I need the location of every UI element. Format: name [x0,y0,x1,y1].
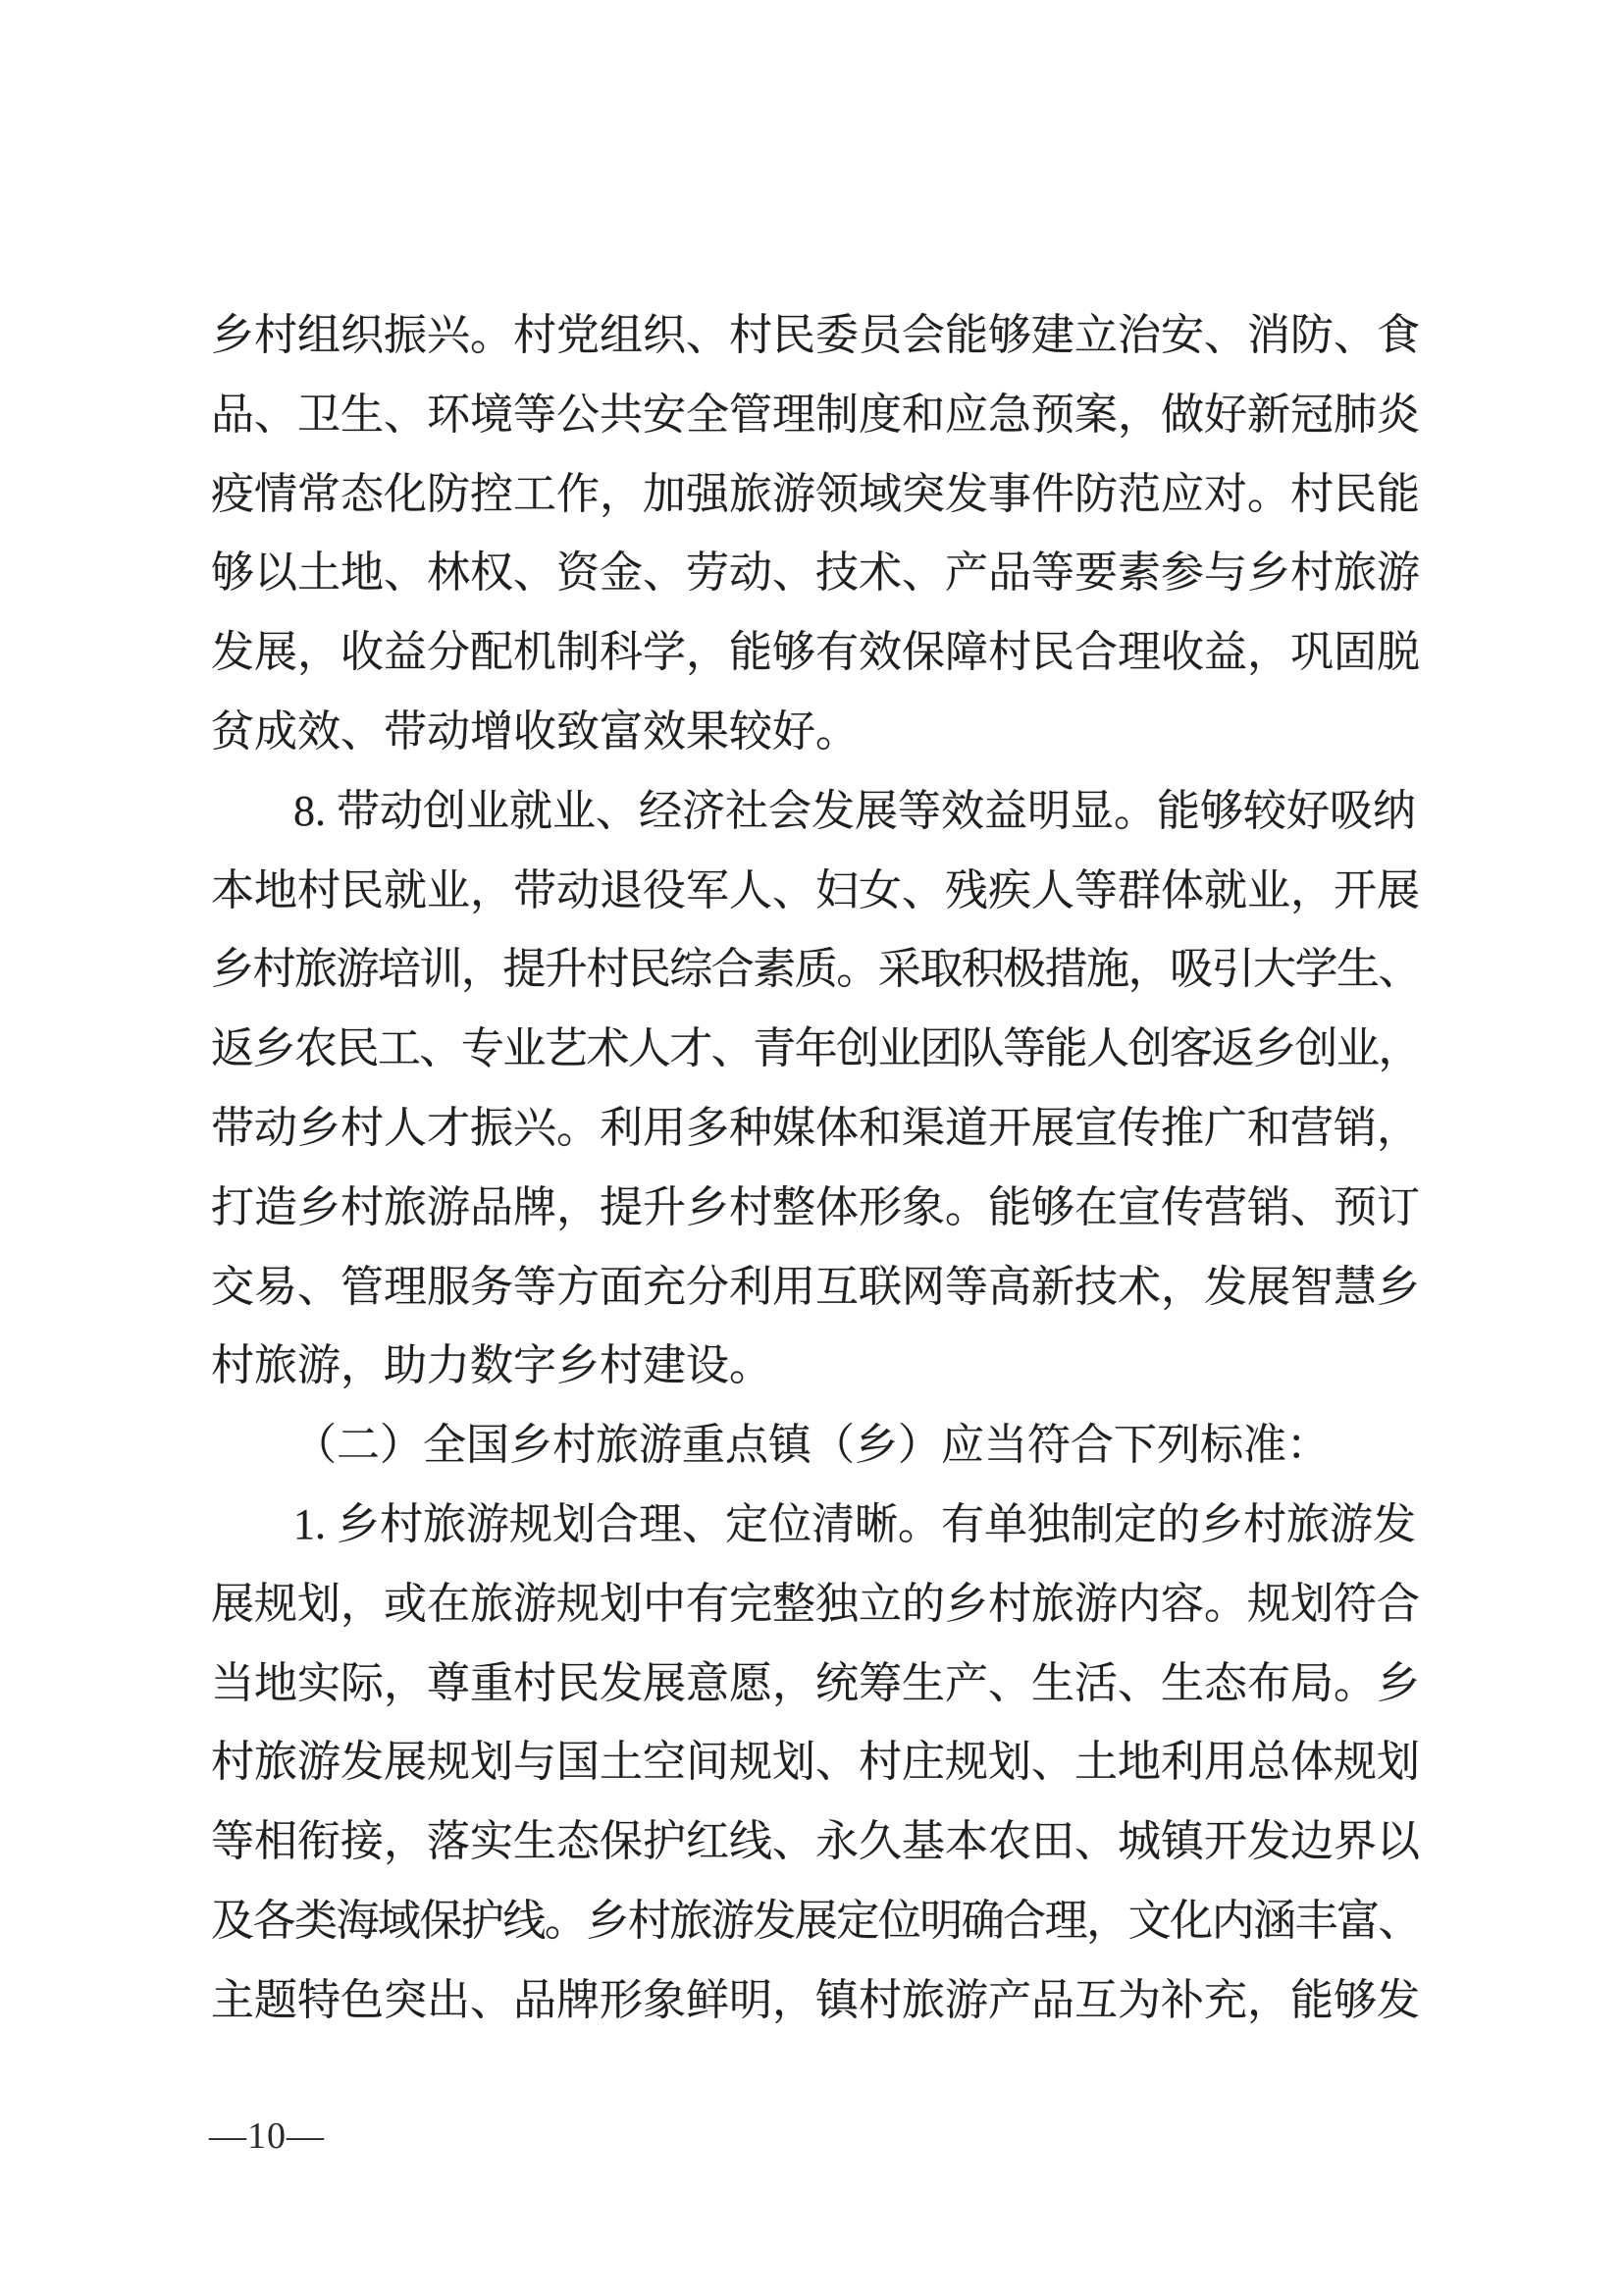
document-text-line: 返乡农民工、专业艺术人才、青年创业团队等能人创客返乡创业， [211,1024,1420,1073]
document-text-line: 及各类海域保护线。乡村旅游发展定位明确合理，文化内涵丰富、 [211,1896,1420,1945]
document-text-line: 村旅游，助力数字乡村建设。 [211,1341,772,1390]
document-body [211,296,1420,2041]
document-text-line: 本地村民就业，带动退役军人、妇女、残疾人等群体就业，开展 [211,865,1420,914]
document-text-line: 交易、管理服务等方面充分利用互联网等高新技术，发展智慧乡 [211,1262,1420,1311]
document-text-line: 够以土地、林权、资金、劳动、技术、产品等要素参与乡村旅游 [211,548,1420,598]
document-text-line: 1. 乡村旅游规划合理、定位清晰。有单独制定的乡村旅游发 [293,1499,1416,1548]
document-text-line: 主题特色突出、品牌形象鲜明，镇村旅游产品互为补充，能够发 [211,1975,1420,2024]
document-text-line: 发展，收益分配机制科学，能够有效保障村民合理收益，巩固脱 [211,628,1420,677]
document-text-line: 贫成效、带动增收致富效果较好。 [211,706,859,756]
document-text-line: 村旅游发展规划与国土空间规划、村庄规划、土地利用总体规划 [211,1738,1420,1787]
document-text-line: 展规划，或在旅游规划中有完整独立的乡村旅游内容。规划符合 [211,1579,1420,1628]
document-text-line: 等相衔接，落实生态保护红线、永久基本农田、城镇开发边界以 [211,1817,1420,1866]
document-text-line: （二）全国乡村旅游重点镇（乡）应当符合下列标准： [293,1421,1330,1470]
document-text-line: 当地实际，尊重村民发展意愿，统筹生产、生活、生态布局。乡 [211,1658,1420,1707]
document-text-line: 打造乡村旅游品牌，提升乡村整体形象。能够在宣传营销、预订 [211,1182,1420,1231]
document-text-line: 疫情常态化防控工作，加强旅游领域突发事件防范应对。村民能 [211,469,1420,518]
document-text-line: 乡村组织振兴。村党组织、村民委员会能够建立治安、消防、食 [211,311,1420,359]
document-text-line: 带动乡村人才振兴。利用多种媒体和渠道开展宣传推广和营销， [211,1103,1420,1152]
document-text-line: 乡村旅游培训，提升村民综合素质。采取积极措施，吸引大学生、 [211,945,1420,994]
document-text-line: 8. 带动创业就业、经济社会发展等效益明显。能够较好吸纳 [293,786,1416,835]
page-number: —10— [209,2115,325,2157]
document-text-line: 品、卫生、环境等公共安全管理制度和应急预案，做好新冠肺炎 [211,390,1420,439]
